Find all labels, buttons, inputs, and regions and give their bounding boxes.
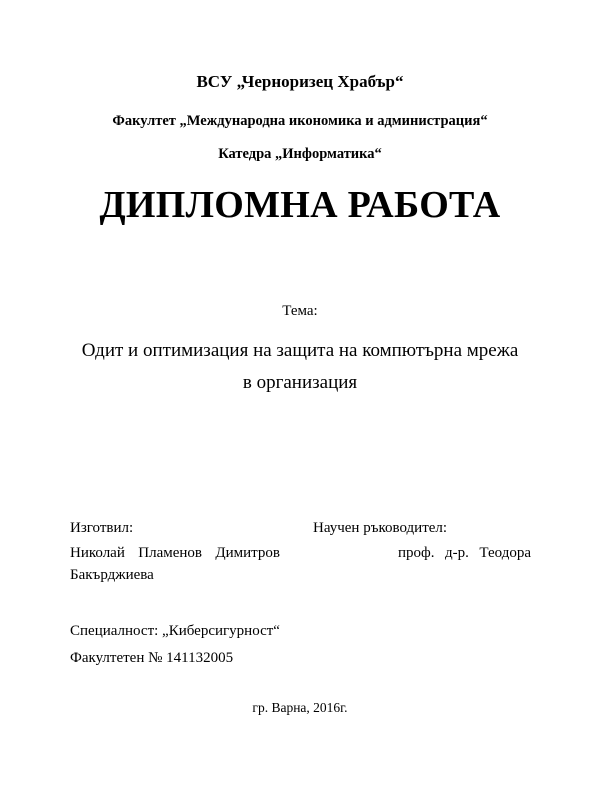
supervisor-name	[398, 545, 531, 562]
supervisor-first-name: Теодора	[479, 545, 531, 561]
author-middle-name: Пламенов	[138, 545, 202, 561]
author-name	[70, 545, 280, 562]
supervisor-degree: д-р.	[445, 545, 469, 561]
supervisor-title: проф.	[398, 545, 435, 561]
faculty-name: Факултет „Международна икономика и администрация“	[112, 113, 488, 129]
faculty-number: Факултетен № 141132005	[70, 650, 234, 666]
author-label: Изготвил:	[70, 520, 134, 536]
supervisor-label: Научен ръководител:	[313, 520, 448, 536]
university-name: ВСУ „Черноризец Храбър“	[196, 72, 404, 91]
author-last-name: Димитров	[215, 545, 280, 561]
department-name: Катедра „Информатика“	[218, 146, 382, 162]
theme-label: Тема:	[282, 303, 318, 319]
supervisor-last-name: Бакърджиева	[70, 567, 154, 583]
specialty: Специалност: „Киберсигурност“	[70, 623, 280, 639]
theme-text-line-1: Одит и оптимизация на защита на компютърна мрежа	[81, 340, 519, 361]
place-and-date: гр. Варна, 2016г.	[252, 700, 348, 715]
theme-text-line-2: в организация	[242, 372, 358, 393]
document-title: ДИПЛОМНА РАБОТА	[99, 184, 501, 226]
author-first-name: Николай	[70, 545, 125, 561]
